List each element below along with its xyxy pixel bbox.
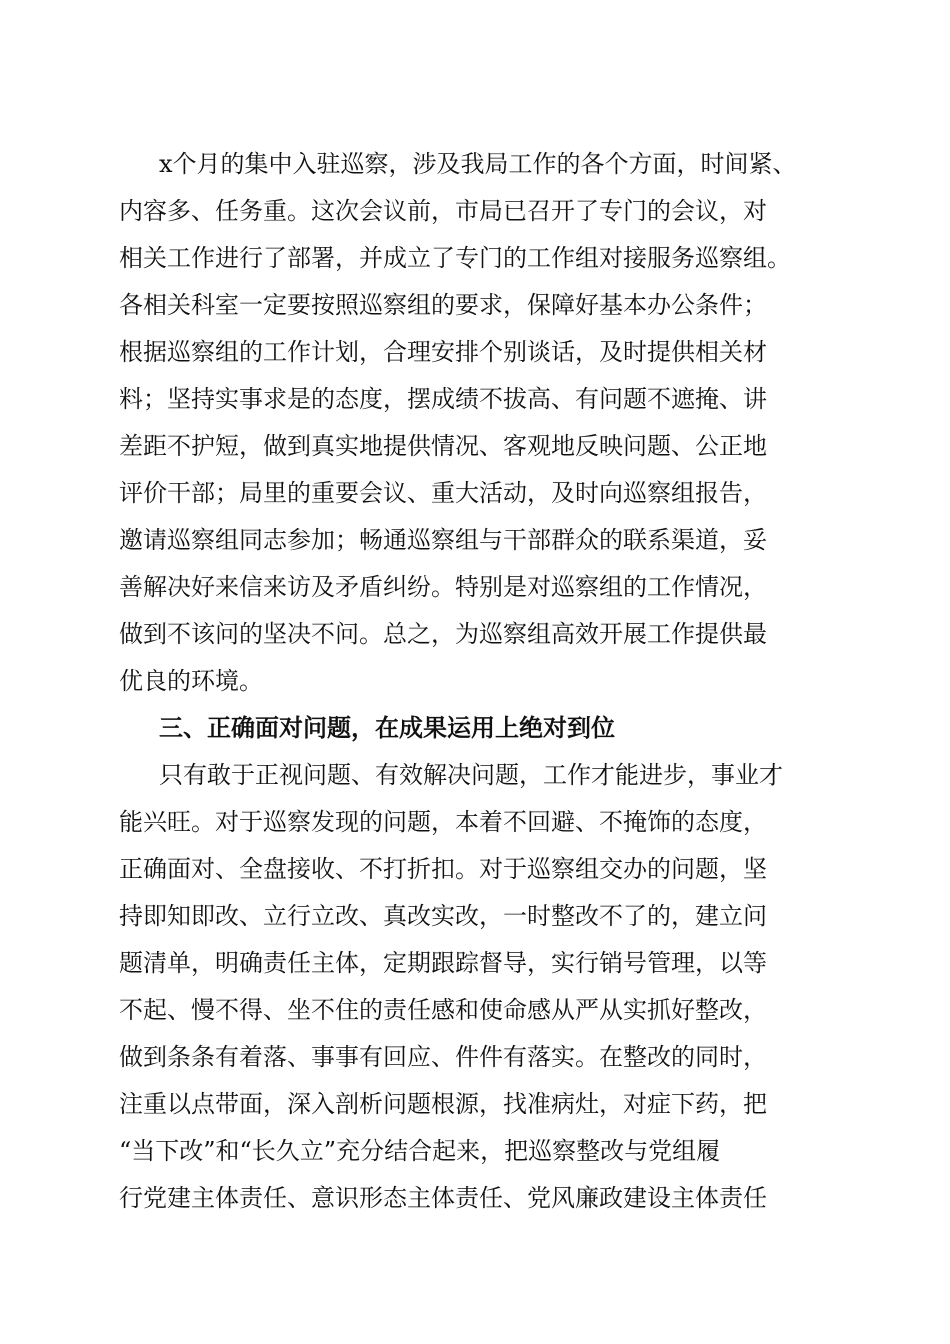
text-line: 不起、慢不得、坐不住的责任感和使命感从严从实抓好整改， [119,996,767,1024]
document-body [119,141,849,1222]
text-line: “当下改”和“长久立”充分结合起来，把巡察整改与党组履 [119,1137,721,1165]
text-line: 评价干部；局里的重要会议、重大活动，及时向巡察组报告， [119,479,767,507]
text-line: 题清单，明确责任主体，定期跟踪督导，实行销号管理，以等 [119,949,767,977]
section-heading: 三、正确面对问题，在成果运用上绝对到位 [159,714,615,742]
text-line: 注重以点带面，深入剖析问题根源，找准病灶，对症下药，把 [119,1090,767,1118]
text-line: x个月的集中入驻巡察，涉及我局工作的各个方面，时间紧、 [159,150,797,178]
text-line: 善解决好来信来访及矛盾纠纷。特别是对巡察组的工作情况， [119,573,767,601]
text-line: 持即知即改、立行立改、真改实改，一时整改不了的，建立问 [119,902,767,930]
text-line: 做到不该问的坚决不问。总之，为巡察组高效开展工作提供最 [119,620,767,648]
text-line: 相关工作进行了部署，并成立了专门的工作组对接服务巡察组。 [119,244,791,272]
text-line: 能兴旺。对于巡察发现的问题，本着不回避、不掩饰的态度， [119,808,767,836]
paragraph-2 [119,752,849,1222]
text-line: 行党建主体责任、意识形态主体责任、党风廉政建设主体责任 [119,1184,767,1212]
text-line: 邀请巡察组同志参加；畅通巡察组与干部群众的联系渠道，妥 [119,526,767,554]
paragraph-1 [119,141,849,705]
text-line: 差距不护短，做到真实地提供情况、客观地反映问题、公正地 [119,432,767,460]
text-line: 只有敢于正视问题、有效解决问题，工作才能进步，事业才 [159,761,783,789]
text-line: 内容多、任务重。这次会议前，市局已召开了专门的会议，对 [119,197,767,225]
text-line: 做到条条有着落、事事有回应、件件有落实。在整改的同时， [119,1043,767,1071]
text-line: 正确面对、全盘接收、不打折扣。对于巡察组交办的问题，坚 [119,855,767,883]
text-line: 料；坚持实事求是的态度，摆成绩不拔高、有问题不遮掩、讲 [119,385,767,413]
text-line: 优良的环境。 [119,667,263,695]
text-line: 各相关科室一定要按照巡察组的要求，保障好基本办公条件； [119,291,767,319]
text-line: 根据巡察组的工作计划，合理安排个别谈话，及时提供相关材 [119,338,767,366]
